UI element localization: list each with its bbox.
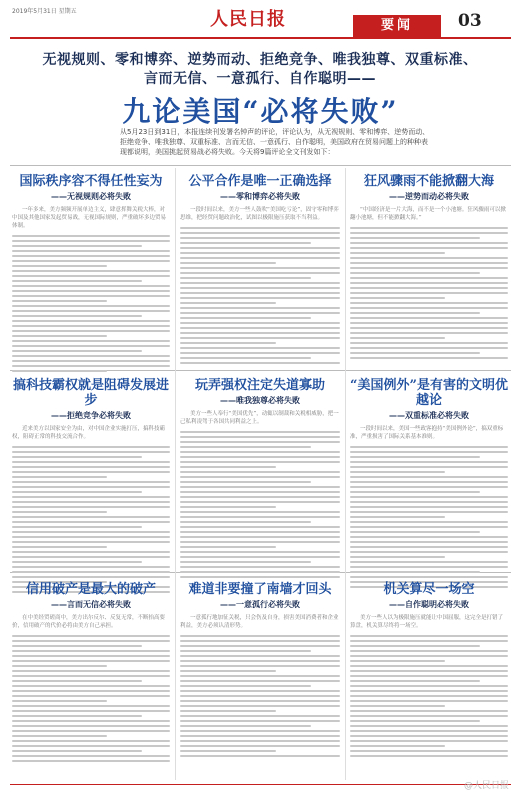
article <box>180 582 340 760</box>
article-lead: 一年多来，美方频频开展单边主义，肆意挥舞关税大棒，对中国及其他国家发起贸易战，无视国际规则，严重破坏多边贸易体制。 <box>12 207 167 229</box>
masthead <box>0 0 521 44</box>
article-subtitle: —— 言而无信必将失败 <box>12 599 170 610</box>
masthead-rule <box>10 37 511 39</box>
article-title: 玩弄强权注定失道寡助 <box>194 378 325 393</box>
article-subtitle: —— 逆势而动必将失败 <box>350 191 508 202</box>
article-lead: 一段时间以来，美方一些人鼓吹“美国吃亏论”，固守零和博弈思维，把经贸问题政治化，试图以极限施压获取不当利益。 <box>180 207 339 221</box>
intro-paragraph: 从5月23日到31日，本报连续刊发署名钟声的评论，评论认为，从无视规则、零和博弈、逆势而动、拒绝竞争、唯我独尊、双重标准、言而无信、一意孤行、自作聪明，美国政府在贸易问题上的种种表现都说明，美国挑起贸易战必将失败。今天将9篇评论全文刊发如下： <box>120 128 430 156</box>
article-subtitle: —— 拒绝竞争必将失败 <box>12 410 170 421</box>
article-body <box>350 446 508 588</box>
article <box>12 582 170 765</box>
article-title: 狂风骤雨不能掀翻大海 <box>363 174 494 189</box>
article <box>350 174 508 362</box>
article-lead: 美方一些人以为极限施压就能让中国屈服，这完全是打错了算盘，机关算尽终将一场空。 <box>350 615 504 629</box>
article-body <box>180 431 340 578</box>
article-lead: “中国经济是一片大海，而不是一个小池塘。狂风骤雨可以掀翻小池塘，但不能掀翻大海。” <box>350 207 506 221</box>
article-subtitle: —— 唯我独尊必将失败 <box>180 395 340 406</box>
article-title: 国际秩序容不得任性妄为 <box>19 174 163 189</box>
article-title: 机关算尽一场空 <box>383 582 475 597</box>
article-lead: 近来美方以国家安全为由，对中国企业实施打压，搞科技霸权，阻碍正常的科技交流合作。 <box>12 426 166 440</box>
article-subtitle: —— 一意孤行必将失败 <box>180 599 340 610</box>
article <box>350 378 508 591</box>
page-number: 03 <box>458 11 482 31</box>
article-body <box>12 635 170 762</box>
article-body <box>12 446 170 593</box>
article-lead: 一意孤行地加征关税，只会伤及自身，损害美国消费者和企业利益，美方必须认清形势。 <box>180 615 339 629</box>
article-subtitle: —— 零和博弈必将失败 <box>180 191 340 202</box>
article <box>12 378 170 596</box>
article-subtitle: —— 自作聪明必将失败 <box>350 599 508 610</box>
article-lead: 美方一些人奉行“美国优先”，动辄以制裁和关税相威胁，把一己私利凌驾于各国共同利益之上。 <box>180 411 339 425</box>
article-title: “美国例外”是有害的文明优越论 <box>350 378 508 408</box>
section-divider <box>10 165 511 166</box>
article <box>180 378 340 581</box>
article-title: 公平合作是唯一正确选择 <box>188 174 332 189</box>
article-lead: 在中美经贸磋商中，美方出尔反尔、反复无常，不断抬高要价，信用破产的代价必将由美方自己承担。 <box>12 615 166 629</box>
main-headline: 九论美国“必将失败” <box>122 95 399 128</box>
section-badge: 要闻 <box>353 15 441 37</box>
article <box>350 582 508 760</box>
article-subtitle: —— 双重标准必将失败 <box>350 410 508 421</box>
article-body <box>12 235 170 372</box>
article <box>12 174 170 375</box>
column-divider <box>345 168 346 780</box>
article-lead: 一段时间以来，美国一些政客抱持“美国例外论”，搞双重标准，严重损害了国际关系基本准则。 <box>350 426 504 440</box>
kicker-line-2: 言而无信、一意孤行、自作聪明—— <box>144 71 376 87</box>
newspaper-logo: 人民日报 <box>210 9 286 30</box>
footer-rule <box>10 784 511 795</box>
column-divider <box>175 168 176 780</box>
article-body <box>180 227 340 364</box>
article-body <box>350 227 508 359</box>
article-title: 难道非要撞了南墙才回头 <box>188 582 332 597</box>
article-body <box>350 635 508 757</box>
article <box>180 174 340 367</box>
date-line: 2019年5月31日 星期五 <box>12 8 77 15</box>
article-subtitle: —— 无视规则必将失败 <box>12 191 170 202</box>
watermark: @人民日报 <box>463 781 509 791</box>
kicker-line-1: 无视规则、零和博弈、逆势而动、拒绝竞争、唯我独尊、双重标准、 <box>42 52 478 68</box>
article-title: 搞科技霸权就是阻碍发展进步 <box>12 378 169 408</box>
article-body <box>180 635 340 757</box>
article-title: 信用破产是最大的破产 <box>25 582 156 597</box>
